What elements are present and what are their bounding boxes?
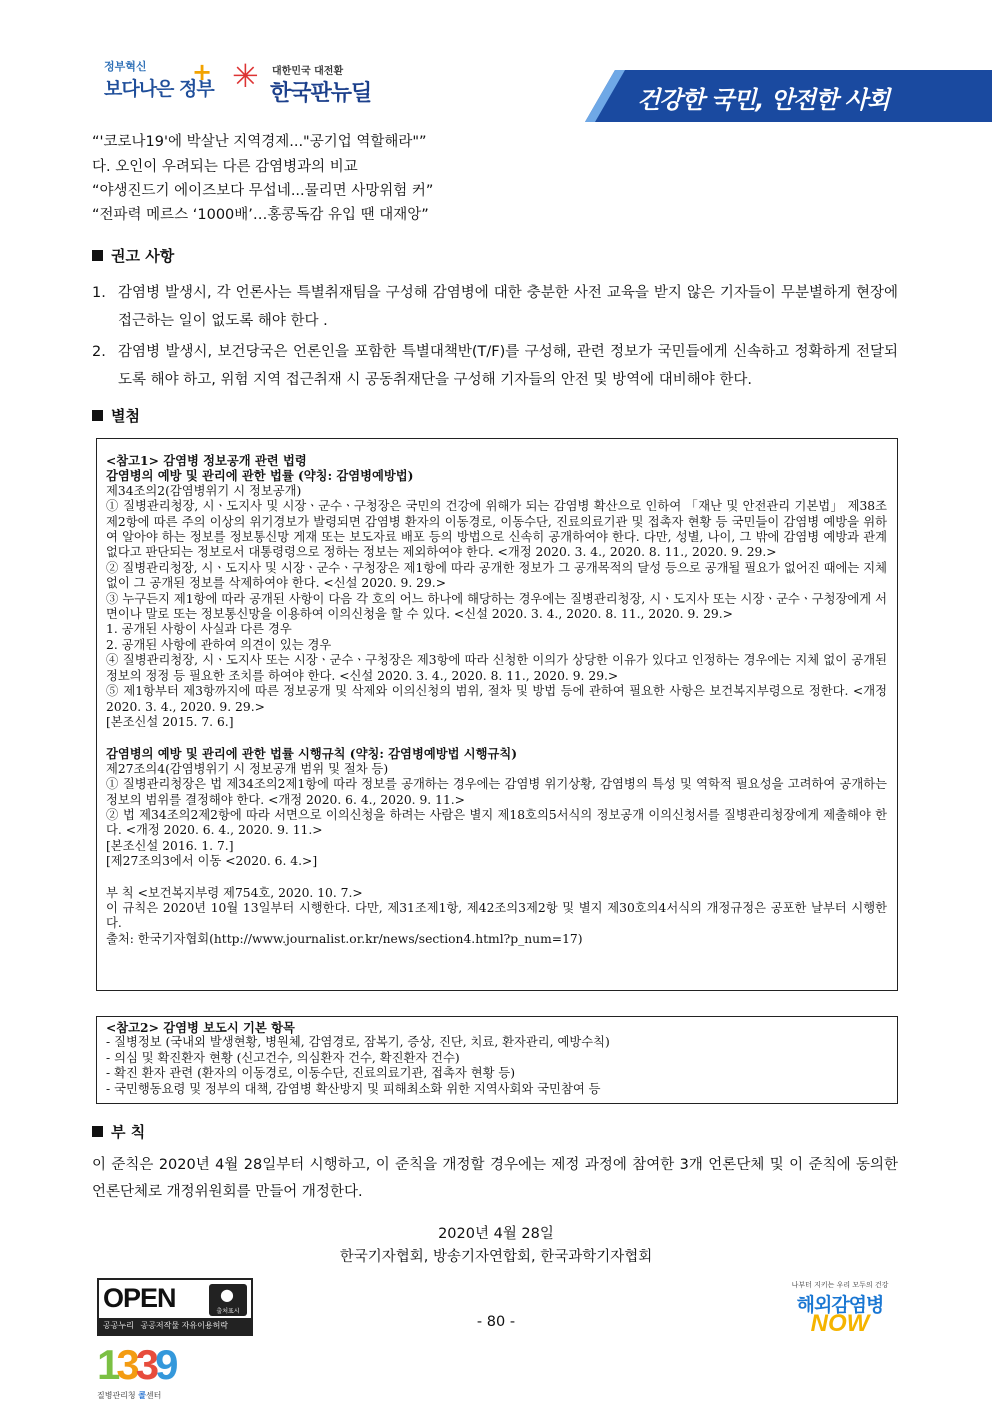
new-deal-main-text: 한국판뉴딜 <box>270 81 372 106</box>
supplementary-text: 이 규칙은 2020년 10월 13일부터 시행한다. 다만, 제31조제1항, 제42조의3제2항 및 별지 제30호의4서식의 개정규정은 공포한 날부터 시행한다. <box>106 900 887 931</box>
recommend-title: 권고 사항 <box>111 247 175 265</box>
law2-moved: [제27조의3에서 이동 <2020. 6. 4.>] <box>106 854 318 869</box>
digit: 3 <box>135 1341 156 1388</box>
1339-digits <box>97 1341 175 1388</box>
square-bullet-icon <box>92 1126 103 1137</box>
item-text: 감염병 발생시, 보건당국은 언론인을 포함한 특별대책반(T/F)를 구성해, 관련 정보가 국민들에게 신속하고 정확하게 전달되도록 해야 하고, 위험 지역 접근취재 시 공동취재단을 구성해 기자들의 안전 및 방역에 대비해야 한다. <box>118 344 898 388</box>
page-header <box>0 0 992 130</box>
recommend-item-2 <box>92 338 898 394</box>
attach-title: 별첨 <box>111 407 140 425</box>
intro-line-3: “야생진드기 에이즈보다 무섭네...물리면 사망위험 커” <box>92 183 434 199</box>
intro-line-4: “전파력 메르스 ‘1000배’…홍콩독감 유입 땐 대재앙” <box>92 207 429 223</box>
plus-icon: + <box>192 58 213 86</box>
banner-text: 건강한 국민, 안전한 사회 <box>637 86 890 114</box>
digit: 3 <box>116 1341 136 1388</box>
supplementary-title: 부 칙 <보건복지부령 제754호, 2020. 10. 7.> <box>106 885 363 900</box>
document-date: 2020년 4월 28일 <box>438 1226 554 1242</box>
law2-enacted: [본조신설 2016. 1. 7.] <box>106 838 234 853</box>
square-bullet-icon <box>92 250 103 261</box>
new-deal-mark-icon: ✳ <box>232 57 259 95</box>
new-deal-small-text: 대한민국 대전환 <box>272 66 344 77</box>
law1-paragraph-1: ① 질병관리청장, 시ㆍ도지사 및 시장ㆍ군수ㆍ구청장은 국민의 건강에 위해가 되는 감염병 확산으로 인하여 「재난 및 안전관리 기본법」 제38조제2항에 따른 주의 이상의 위기경보가 발령되면 감염병 환자의 이동경로, 이동수단, 진료의료기관 및 접촉자 현황 등 국민들이 감염병 예방을 위하여 알아야 하는 정보를 정보통신망 게재 또는 보도자료 배포 등의 방법으로 신속히 공개하여야 한다. 다만, 성별, 나이, 그 밖에 감염병 예방과 관계없다고 판단되는 정보로서 대통령령으로 정하는 정보는 제외하여야 한다. <개정 2020. 3. 4., 2020. 8. 11., 2020. 9. 29.> <box>106 499 887 560</box>
attach-heading <box>92 405 140 426</box>
ref2-item: - 의심 및 확진환자 현황 (신고건수, 의심환자 건수, 확진환자 건수) <box>106 1050 460 1065</box>
law1-list-1: 1. 공개된 사항이 사실과 다른 경우 <box>106 622 292 637</box>
law2-paragraph-2: ② 법 제34조의2제2항에 따라 서면으로 이의신청을 하려는 사람은 별지 제18호의5서식의 정보공개 이의신청서를 질병관리청장에게 제출해야 한다. <개정 2020. 6. 4., 2020. 9. 11.> <box>106 807 887 838</box>
person-icon: ● <box>220 1285 234 1304</box>
gov-innovation-logo <box>104 58 216 110</box>
attribution-badge <box>209 1284 247 1316</box>
ref2-item: - 확진 환자 관련 (환자의 이동경로, 이동수단, 진료의료기관, 접촉자 현황 등) <box>106 1066 516 1081</box>
intro-line-1: “'코로나19'에 박살난 지역경제..."공기업 역할해라"” <box>92 134 427 150</box>
law2-article: 제27조의4(감염병위기 시 정보공개 범위 및 절차 등) <box>106 761 389 776</box>
caption-part: 콜 <box>138 1391 146 1400</box>
korean-new-deal-logo <box>232 58 382 108</box>
ref2-title: <참고2> 감염병 보도시 기본 항목 <box>106 1020 295 1035</box>
now-label: NOW <box>810 1310 870 1337</box>
item-number: 2. <box>92 344 106 360</box>
caption-part: 센터 <box>145 1391 162 1400</box>
gov-logo-small-text: 정부혁신 <box>104 60 147 73</box>
page-number: - 80 - <box>476 1314 516 1330</box>
ref1-title: <참고1> 감염병 정보공개 관련 법령 <box>106 453 307 468</box>
square-bullet-icon <box>92 410 103 421</box>
reference-1-box <box>96 438 898 991</box>
intro-line-2: 다. 오인이 우려되는 다른 감염병과의 비교 <box>92 159 358 175</box>
law1-paragraph-5: ⑤ 제1항부터 제3항까지에 따른 정보공개 및 삭제와 이의신청의 범위, 절차 및 방법 등에 관하여 필요한 사항은 보건복지부령으로 정한다. <개정 2020. 3. 4., 2020. 9. 29.> <box>106 684 887 714</box>
caption-part: 질병관리청 <box>97 1391 136 1400</box>
law2-paragraph-1: ① 질병관리청장은 법 제34조의2제1항에 따라 정보를 공개하는 경우에는 감염병 위기상황, 감염병의 특성 및 역학적 필요성을 고려하여 공개하는 정보의 범위를 결정해야 한다. <개정 2020. 6. 4., 2020. 9. 11.> <box>106 777 887 807</box>
law1-paragraph-2: ② 질병관리청장, 시ㆍ도지사 및 시장ㆍ군수ㆍ구청장은 제1항에 따라 공개한 정보가 그 공개목적의 달성 등으로 공개될 필요가 없어진 때에는 지체 없이 그 공개된 정보를 삭제하여야 한다. <신설 2020. 9. 29.> <box>106 560 887 591</box>
organizations: 한국기자협회, 방송기자연합회, 한국과학기자협회 <box>339 1249 653 1265</box>
overseas-infection-now-logo <box>776 1280 904 1338</box>
law1-enacted: [본조신설 2015. 7. 6.] <box>106 714 234 729</box>
slogan-banner <box>585 70 992 122</box>
law2-title: 감염병의 예방 및 관리에 관한 법률 시행규칙 (약칭: 감염병예방법 시행규칙) <box>106 746 518 762</box>
kogl-desc: 공공저작물 자유이용허락 <box>140 1321 229 1330</box>
attribution-label: 출처표시 <box>216 1308 240 1315</box>
recommend-item-1 <box>92 279 898 335</box>
call-center-caption <box>97 1390 161 1401</box>
item-text: 감염병 발생시, 각 언론사는 특별취재팀을 구성해 감염병에 대한 충분한 사전 교육을 받지 않은 기자들이 무분별하게 현장에 접근하는 일이 없도록 해야 한다 . <box>118 285 898 329</box>
call-center-1339-logo <box>97 1341 207 1402</box>
now-title: 해외감염병 <box>796 1294 884 1316</box>
kogl-name: 공공누리 <box>103 1321 134 1330</box>
now-tagline: 나부터 지키는 우리 모두의 건강 <box>791 1281 889 1289</box>
supplementary-heading <box>92 1121 145 1142</box>
supplementary-heading-title: 부 칙 <box>111 1123 146 1141</box>
ref2-item: - 국민행동요령 및 정부의 대책, 감염병 확산방지 및 피해최소화 위한 지역사회와 국민참여 등 <box>106 1081 601 1096</box>
law1-list-2: 2. 공개된 사항에 관하여 의견이 있는 경우 <box>106 637 332 652</box>
open-label: OPEN <box>103 1283 176 1313</box>
digit: 9 <box>155 1341 175 1388</box>
supplementary-body: 이 준칙은 2020년 4월 28일부터 시행하고, 이 준칙을 개정할 경우에는 제정 과정에 참여한 3개 언론단체 및 이 준칙에 동의한 언론단체로 개정위원회를 만들어 개정한다. <box>92 1157 898 1200</box>
reference-2-box <box>96 1016 898 1104</box>
law1-title: 감염병의 예방 및 관리에 관한 법률 (약칭: 감염병예방법) <box>106 468 414 484</box>
law1-paragraph-3: ③ 누구든지 제1항에 따라 공개된 사항이 다음 각 호의 어느 하나에 해당하는 경우에는 질병관리청장, 시ㆍ도지사 또는 시장ㆍ군수ㆍ구청장에게 서면이나 말로 또는 정보통신망을 이용하여 이의신청을 할 수 있다. <신설 2020. 3. 4., 2020. 8. 11., 2020. 9. 29.> <box>106 591 887 622</box>
item-number: 1. <box>92 285 106 301</box>
gov-logo-main-text: 보다나은 정부 <box>104 78 214 100</box>
ref2-item: - 질병정보 (국내외 발생현황, 병원체, 감염경로, 잠복기, 증상, 진단, 치료, 환자관리, 예방수칙) <box>106 1035 610 1050</box>
source-text: 출처: 한국기자협회(http://www.journalist.or.kr/news/section4.html?p_num=17) <box>106 931 583 946</box>
law1-article: 제34조의2(감염병위기 시 정보공개) <box>106 483 302 498</box>
recommend-heading <box>92 245 174 266</box>
law1-paragraph-4: ④ 질병관리청장, 시ㆍ도지사 또는 시장ㆍ군수ㆍ구청장은 제3항에 따라 신청한 이의가 상당한 이유가 있다고 인정하는 경우에는 지체 없이 공개된 정보의 정정 등 필요한 조치를 하여야 한다. <신설 2020. 3. 4., 2020. 8. 11., 2020. 9. 29.> <box>106 653 887 683</box>
digit: 1 <box>97 1341 117 1388</box>
